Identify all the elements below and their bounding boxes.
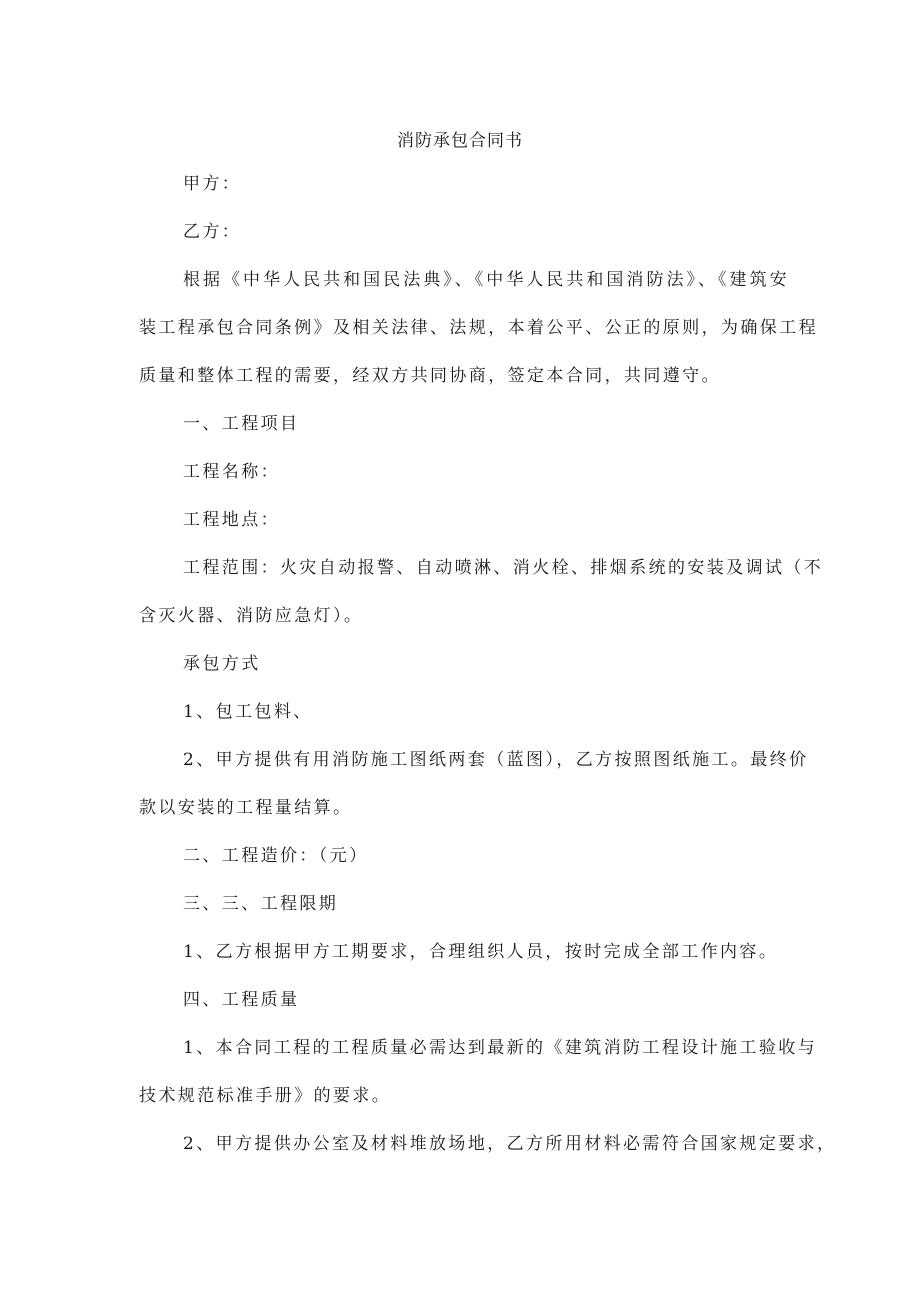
- section-2-heading: 二、工程造价：（元）: [183, 846, 369, 866]
- contract-method-item-2-line: 2、甲方提供有用消防施工图纸两套（蓝图），乙方按照图纸施工。最终价: [183, 750, 809, 770]
- project-scope-line: 工程范围：火灾自动报警、自动喷淋、消火栓、排烟系统的安装及调试（不: [183, 558, 824, 578]
- intro-line: 质量和整体工程的需要，经双方共同协商，签定本合同，共同遵守。: [139, 366, 721, 386]
- contract-method-item-2-line: 款以安装的工程量结算。: [139, 798, 353, 818]
- contract-method-heading: 承包方式: [183, 654, 261, 674]
- section-4-heading: 四、工程质量: [183, 990, 300, 1010]
- contract-method-item-1: 1、包工包料、: [183, 702, 313, 722]
- project-scope-line: 含灭火器、消防应急灯）。: [139, 606, 364, 626]
- section-3-item-1: 1、乙方根据甲方工期要求，合理组织人员，按时完成全部工作内容。: [183, 942, 779, 962]
- project-name-label: 工程名称：: [183, 462, 280, 482]
- party-b-label: 乙方：: [183, 222, 242, 242]
- party-a-label: 甲方：: [183, 174, 242, 194]
- section-4-item-1-line: 1、本合同工程的工程质量必需达到最新的《建筑消防工程设计施工验收与: [183, 1038, 818, 1058]
- section-1-heading: 一、工程项目: [183, 414, 300, 434]
- project-location-label: 工程地点：: [183, 510, 280, 530]
- intro-line: 装工程承包合同条例》及相关法律、法规，本着公平、公正的原则，为确保工程: [139, 318, 818, 338]
- intro-line: 根据《中华人民共和国民法典》、《中华人民共和国消防法》、《建筑安: [183, 270, 789, 290]
- document-title: 消防承包合同书: [397, 131, 523, 151]
- section-4-item-1-line: 技术规范标准手册》的要求。: [139, 1086, 392, 1106]
- section-3-heading: 三、三、工程限期: [183, 894, 339, 914]
- section-4-item-2-line: 2、甲方提供办公室及材料堆放场地，乙方所用材料必需符合国家规定要求，: [183, 1134, 837, 1154]
